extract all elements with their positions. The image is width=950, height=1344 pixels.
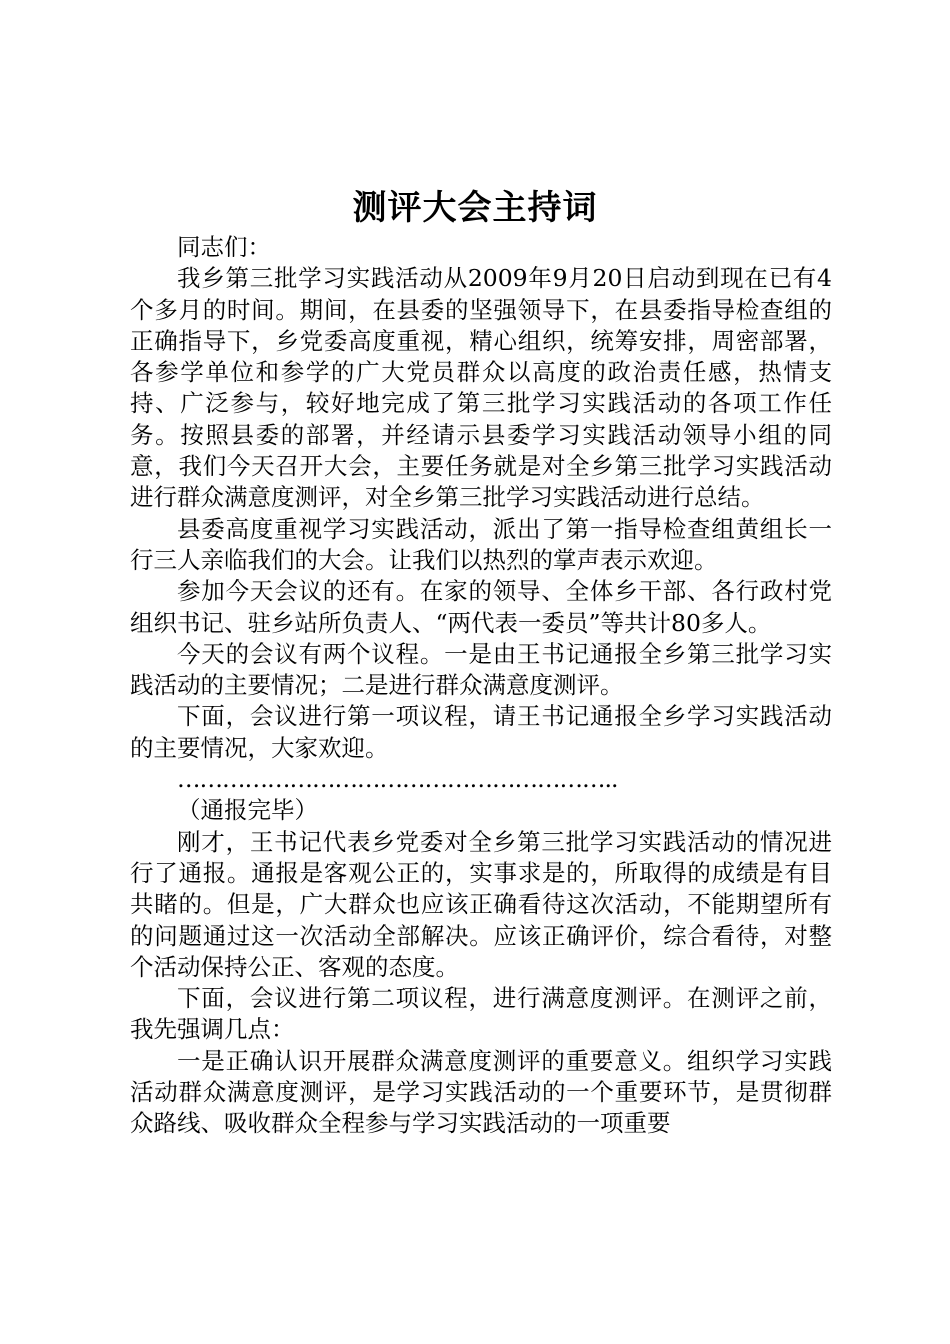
- paragraph: 一是正确认识开展群众满意度测评的重要意义。组织学习实践活动群众满意度测评，是学习实践活动的一个重要环节，是贯彻群众路线、吸收群众全程参与学习实践活动的一项重要: [130, 1046, 832, 1138]
- paragraph: 我乡第三批学习实践活动从2009年9月20日启动到现在已有4个多月的时间。期间，在县委的坚强领导下，在县委指导检查组的正确指导下，乡党委高度重视，精心组织，统筹安排，周密部署，各参学单位和参学的广大党员群众以高度的政治责任感，热情支持、广泛参与，较好地完成了第三批学习实践活动的各项工作任务。按照县委的部署，并经请示县委学习实践活动领导小组的同意，我们今天召开大会，主要任务就是对全乡第三批学习实践活动进行群众满意度测评，对全乡第三批学习实践活动进行总结。: [130, 264, 832, 512]
- document-body: [130, 232, 832, 1140]
- paragraph: 刚才，王书记代表乡党委对全乡第三批学习实践活动的情况进行了通报。通报是客观公正的，实事求是的，所取得的成绩是有目共睹的。但是，广大群众也应该正确看待这次活动，不能期望所有的问题通过这一次活动全部解决。应该正确评价，综合看待，对整个活动保持公正、客观的态度。: [130, 827, 832, 981]
- paragraph: 下面，会议进行第二项议程，进行满意度测评。在测评之前，我先强调几点：: [130, 984, 832, 1044]
- paragraph: 今天的会议有两个议程。一是由王书记通报全乡第三批学习实践活动的主要情况；二是进行群众满意度测评。: [130, 639, 832, 700]
- paragraph: 县委高度重视学习实践活动，派出了第一指导检查组黄组长一行三人亲临我们的大会。让我们以热烈的掌声表示欢迎。: [130, 514, 832, 574]
- paragraph: 参加今天会议的还有。在家的领导、全体乡干部、各行政村党组织书记、驻乡站所负责人、“两代表一委员”等共计80多人。: [130, 577, 832, 637]
- ellipsis-line: …………………………………………………..: [177, 765, 618, 794]
- paragraph: （通报完毕）: [177, 796, 318, 825]
- paragraph: 下面，会议进行第一项议程，请王书记通报全乡学习实践活动的主要情况，大家欢迎。: [130, 702, 832, 762]
- document-title: 测评大会主持词: [352, 188, 598, 228]
- paragraph-salutation: 同志们：: [177, 233, 271, 261]
